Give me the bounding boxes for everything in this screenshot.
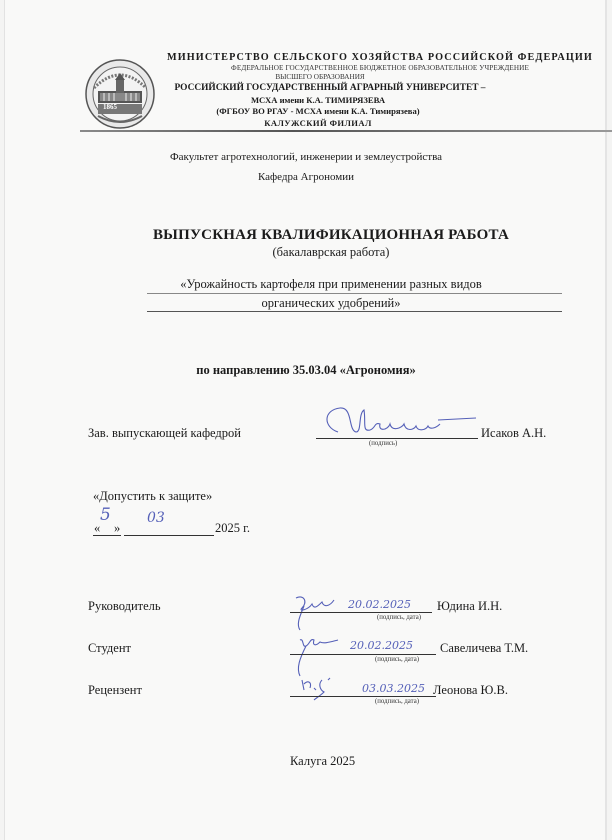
student-signature-caption: (подпись, дата) (375, 656, 419, 663)
supervisor-label: Руководитель (88, 599, 161, 613)
admission-year: 2025 г. (215, 521, 250, 535)
reviewer-name: Леонова Ю.В. (433, 683, 508, 697)
reviewer-signature-icon (298, 676, 348, 704)
header-divider (80, 130, 612, 132)
student-date: 20.02.2025 (350, 639, 413, 652)
university-seal-emblem-icon (84, 58, 156, 130)
supervisor-signature-caption: (подпись, дата) (377, 614, 421, 621)
admission-quote-open: « (94, 521, 101, 535)
study-direction: по направлению 35.03.04 «Агрономия» (196, 363, 416, 377)
reviewer-label: Рецензент (88, 683, 142, 697)
work-subtitle: (бакалаврская работа) (272, 245, 390, 259)
student-name: Савеличева Т.М. (440, 641, 529, 655)
student-label: Студент (88, 641, 131, 655)
higher-education-line: ВЫСШЕГО ОБРАЗОВАНИЯ (275, 73, 365, 81)
msha-line: МСХА имени К.А. ТИМИРЯЗЕВА (250, 95, 386, 105)
topic-line-1: «Урожайность картофеля при применении разных видов (180, 277, 482, 291)
reviewer-signature-line (290, 696, 436, 697)
city-year: Калуга 2025 (290, 754, 356, 768)
admission-month-line (124, 535, 214, 536)
supervisor-name: Юдина И.Н. (437, 599, 503, 613)
student-signature-line (290, 654, 436, 655)
work-title: ВЫПУСКНАЯ КВАЛИФИКАЦИОННАЯ РАБОТА (152, 227, 510, 243)
university-abbreviation: (ФГБОУ ВО РГАУ - МСХА имени К.А. Тимирязева) (216, 106, 420, 116)
emblem-year: 1865 (103, 103, 117, 111)
head-signature-caption: (подпись) (369, 440, 398, 447)
faculty-name: Факультет агротехнологий, инженерии и землеустройства (169, 151, 443, 163)
reviewer-signature-caption: (подпись, дата) (375, 698, 419, 705)
head-signature-icon (318, 402, 478, 442)
head-signature-line (316, 438, 478, 439)
admission-month: 03 (147, 510, 165, 526)
federal-institution-line: ФЕДЕРАЛЬНОЕ ГОСУДАРСТВЕННОЕ БЮДЖЕТНОЕ ОБРАЗОВАТЕЛЬНОЕ УЧРЕЖДЕНИЕ (231, 64, 529, 72)
branch-name: КАЛУЖСКИЙ ФИЛИАЛ (264, 118, 372, 128)
head-of-department-label: Зав. выпускающей кафедрой (88, 426, 241, 440)
head-of-department-name: Исаков А.Н. (481, 426, 547, 440)
ministry-heading: МИНИСТЕРСТВО СЕЛЬСКОГО ХОЗЯЙСТВА РОССИЙСКОЙ ФЕДЕРАЦИИ (167, 52, 593, 63)
university-name: РОССИЙСКИЙ ГОСУДАРСТВЕННЫЙ АГРАРНЫЙ УНИВЕРСИТЕТ – (174, 83, 486, 93)
admission-label: «Допустить к защите» (93, 489, 213, 503)
admission-day-line (93, 535, 121, 536)
admission-quote-close: » (114, 521, 121, 535)
student-signature-icon (292, 634, 344, 678)
supervisor-date: 20.02.2025 (348, 598, 411, 611)
reviewer-date: 03.03.2025 (362, 682, 425, 695)
topic-underline-1 (147, 293, 562, 294)
department-name: Кафедра Агрономии (257, 171, 355, 183)
topic-underline-2 (147, 311, 562, 312)
supervisor-signature-line (290, 612, 432, 613)
topic-line-2: органических удобрений» (261, 296, 401, 310)
admission-day: 5 (100, 505, 111, 525)
